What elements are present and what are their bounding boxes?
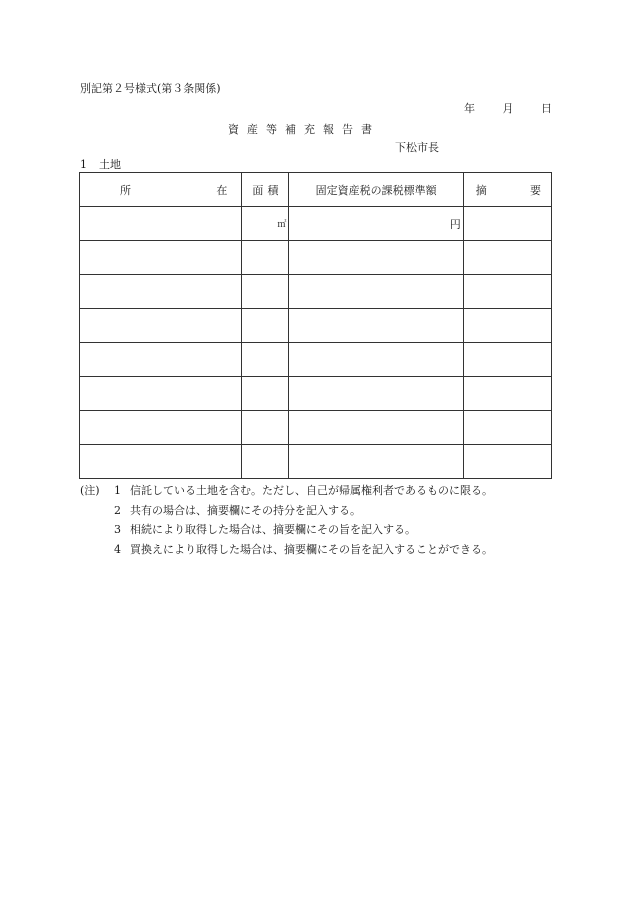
table-row [80, 275, 552, 309]
date-line [464, 100, 552, 116]
note-number: 4 [114, 542, 121, 556]
cell-standard-value[interactable] [289, 411, 463, 445]
table-row [80, 343, 552, 377]
cell-location[interactable] [80, 343, 242, 377]
cell-standard-value[interactable] [289, 377, 463, 411]
cell-location[interactable] [80, 241, 242, 275]
cell-area[interactable] [242, 275, 289, 309]
cell-location[interactable] [80, 445, 242, 479]
cell-location[interactable] [80, 411, 242, 445]
note-text: 買換えにより取得した場合は、摘要欄にその旨を記入することができる。 [130, 542, 493, 556]
note-text: 信託している土地を含む。ただし、自己が帰属権利者であるものに限る。 [130, 484, 493, 497]
header-location: 所 在 [80, 173, 242, 207]
note-text: 相続により取得した場合は、摘要欄にその旨を記入する。 [130, 523, 416, 536]
cell-location[interactable] [80, 309, 242, 343]
section-label: 土地 [99, 158, 121, 171]
area-unit: ㎡ [277, 220, 287, 230]
section-heading [80, 156, 121, 172]
cell-remarks[interactable] [463, 411, 551, 445]
cell-area[interactable] [242, 207, 289, 241]
cell-location[interactable] [80, 377, 242, 411]
cell-remarks[interactable] [463, 377, 551, 411]
cell-area[interactable] [242, 343, 289, 377]
cell-standard-value[interactable] [289, 241, 463, 275]
date-day-label: 日 [541, 102, 552, 115]
cell-remarks[interactable] [463, 275, 551, 309]
land-table [79, 172, 552, 479]
note-item [80, 520, 493, 540]
header-remarks: 摘 要 [463, 173, 551, 207]
value-unit: 円 [449, 217, 461, 231]
cell-area[interactable] [242, 445, 289, 479]
table-header-row [80, 173, 552, 207]
table-row [80, 411, 552, 445]
cell-remarks[interactable] [463, 207, 551, 241]
note-number: 2 [114, 503, 121, 517]
note-item [80, 501, 493, 521]
document-title: 資産等補充報告書 [228, 123, 380, 136]
addressee: 下松市長 [395, 141, 439, 154]
table-row [80, 445, 552, 479]
note-text: 共有の場合は、摘要欄にその持分を記入する。 [130, 503, 361, 517]
note-number: 3 [114, 523, 121, 536]
header-area: 面 積 [242, 173, 289, 207]
header-standard-value: 固定資産税の課税標準額 [289, 173, 463, 207]
cell-remarks[interactable] [463, 445, 551, 479]
table-row [80, 377, 552, 411]
cell-location[interactable] [80, 207, 242, 241]
cell-remarks[interactable] [463, 343, 551, 377]
date-month-label: 月 [502, 102, 514, 115]
cell-remarks[interactable] [463, 309, 551, 343]
cell-area[interactable] [242, 411, 289, 445]
cell-standard-value[interactable] [289, 275, 463, 309]
notes [80, 481, 493, 559]
cell-standard-value[interactable] [289, 343, 463, 377]
note-item [80, 540, 493, 560]
cell-standard-value[interactable] [289, 309, 463, 343]
table-row [80, 207, 552, 241]
cell-area[interactable] [242, 377, 289, 411]
cell-standard-value[interactable] [289, 207, 463, 241]
note-item [80, 481, 493, 501]
cell-remarks[interactable] [463, 241, 551, 275]
table-row [80, 309, 552, 343]
cell-location[interactable] [80, 275, 242, 309]
section-number: 1 [80, 158, 87, 171]
cell-area[interactable] [242, 241, 289, 275]
note-number: 1 [114, 484, 121, 497]
date-year-label: 年 [464, 102, 475, 115]
cell-standard-value[interactable] [289, 445, 463, 479]
cell-area[interactable] [242, 309, 289, 343]
notes-label: (注) [80, 484, 100, 497]
form-reference: 別記第２号様式(第３条関係) [80, 82, 221, 95]
table-row [80, 241, 552, 275]
